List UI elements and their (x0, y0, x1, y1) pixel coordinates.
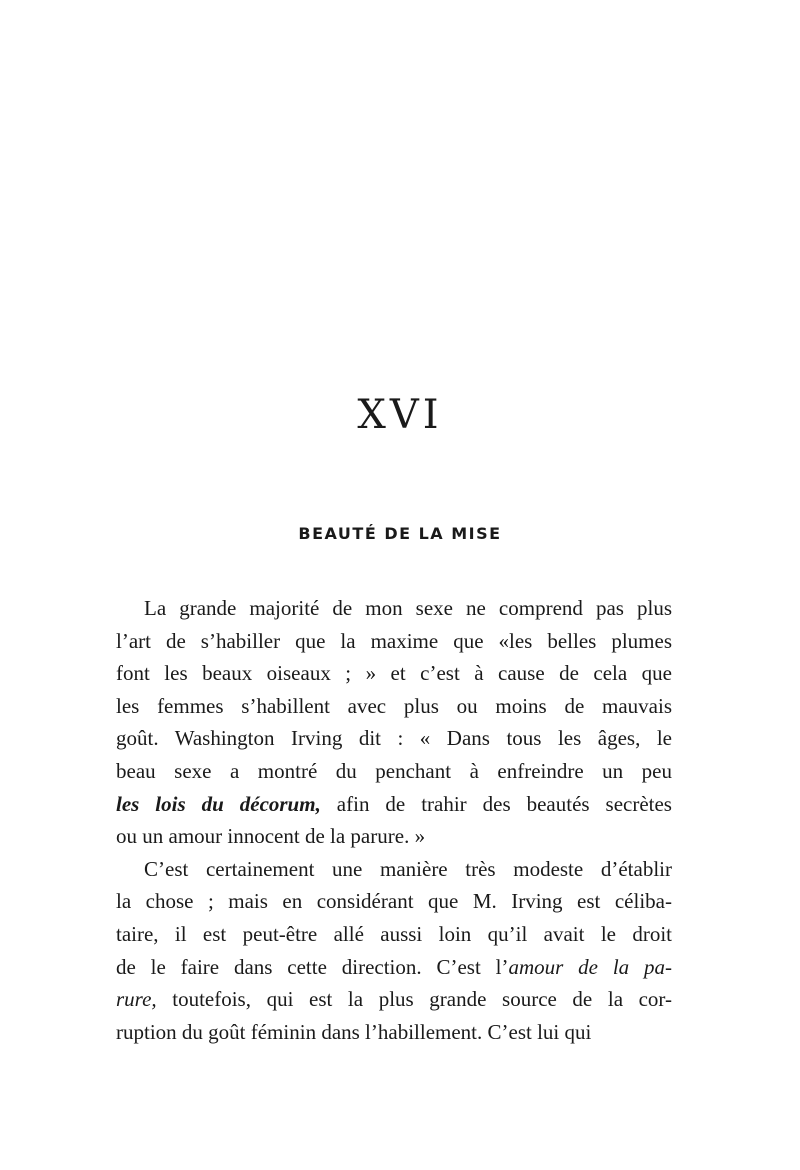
text-line (116, 951, 672, 984)
emphasis-segment: les lois du décorum, (116, 791, 321, 816)
text-line (116, 820, 672, 853)
text-segment: ruption du goût féminin dans l’habillement. C’est lui qui (116, 1019, 592, 1044)
text-segment: l’art de s’habiller que la maxime que «les belles plumes (116, 628, 672, 653)
chapter-number: XVI (357, 392, 443, 438)
text-segment: afin de trahir des beautés secrètes (320, 791, 672, 816)
text-segment: font les beaux oiseaux ; » et c’est à cause de cela que (116, 661, 672, 686)
emphasis-segment: rure, (116, 987, 157, 1012)
text-segment: beau sexe a montré du penchant à enfreindre un peu (116, 758, 672, 783)
body-text (116, 592, 672, 1048)
text-line (116, 657, 672, 690)
text-segment: taire, il est peut-être allé aussi loin qu’il avait le droit (116, 921, 672, 946)
text-segment: les femmes s’habillent avec plus ou moins de mauvais (116, 693, 672, 718)
text-segment: ou un amour innocent de la parure. » (116, 824, 426, 849)
chapter-title: BEAUTÉ DE LA MISE (298, 524, 502, 543)
text-line (116, 853, 672, 886)
text-line (116, 885, 672, 918)
text-line (116, 918, 672, 951)
text-segment: toutefois, qui est la plus grande source de la cor- (156, 987, 672, 1012)
text-segment: de le faire dans cette direction. C’est l’ (116, 954, 509, 979)
text-line (116, 983, 672, 1016)
text-line (116, 690, 672, 723)
text-line (116, 788, 672, 821)
text-segment: La grande majorité de mon sexe ne comprend pas plus (144, 596, 672, 620)
text-line (116, 755, 672, 788)
text-line (116, 1016, 672, 1049)
emphasis-segment: amour de la pa- (508, 954, 672, 979)
text-line (116, 625, 672, 658)
text-segment: C’est certainement une manière très modeste d’établir (144, 856, 672, 881)
text-line (116, 722, 672, 755)
text-segment: la chose ; mais en considérant que M. Irving est céliba- (116, 889, 672, 914)
text-segment: goût. Washington Irving dit : « Dans tous les âges, le (116, 726, 672, 751)
text-line (116, 592, 672, 625)
